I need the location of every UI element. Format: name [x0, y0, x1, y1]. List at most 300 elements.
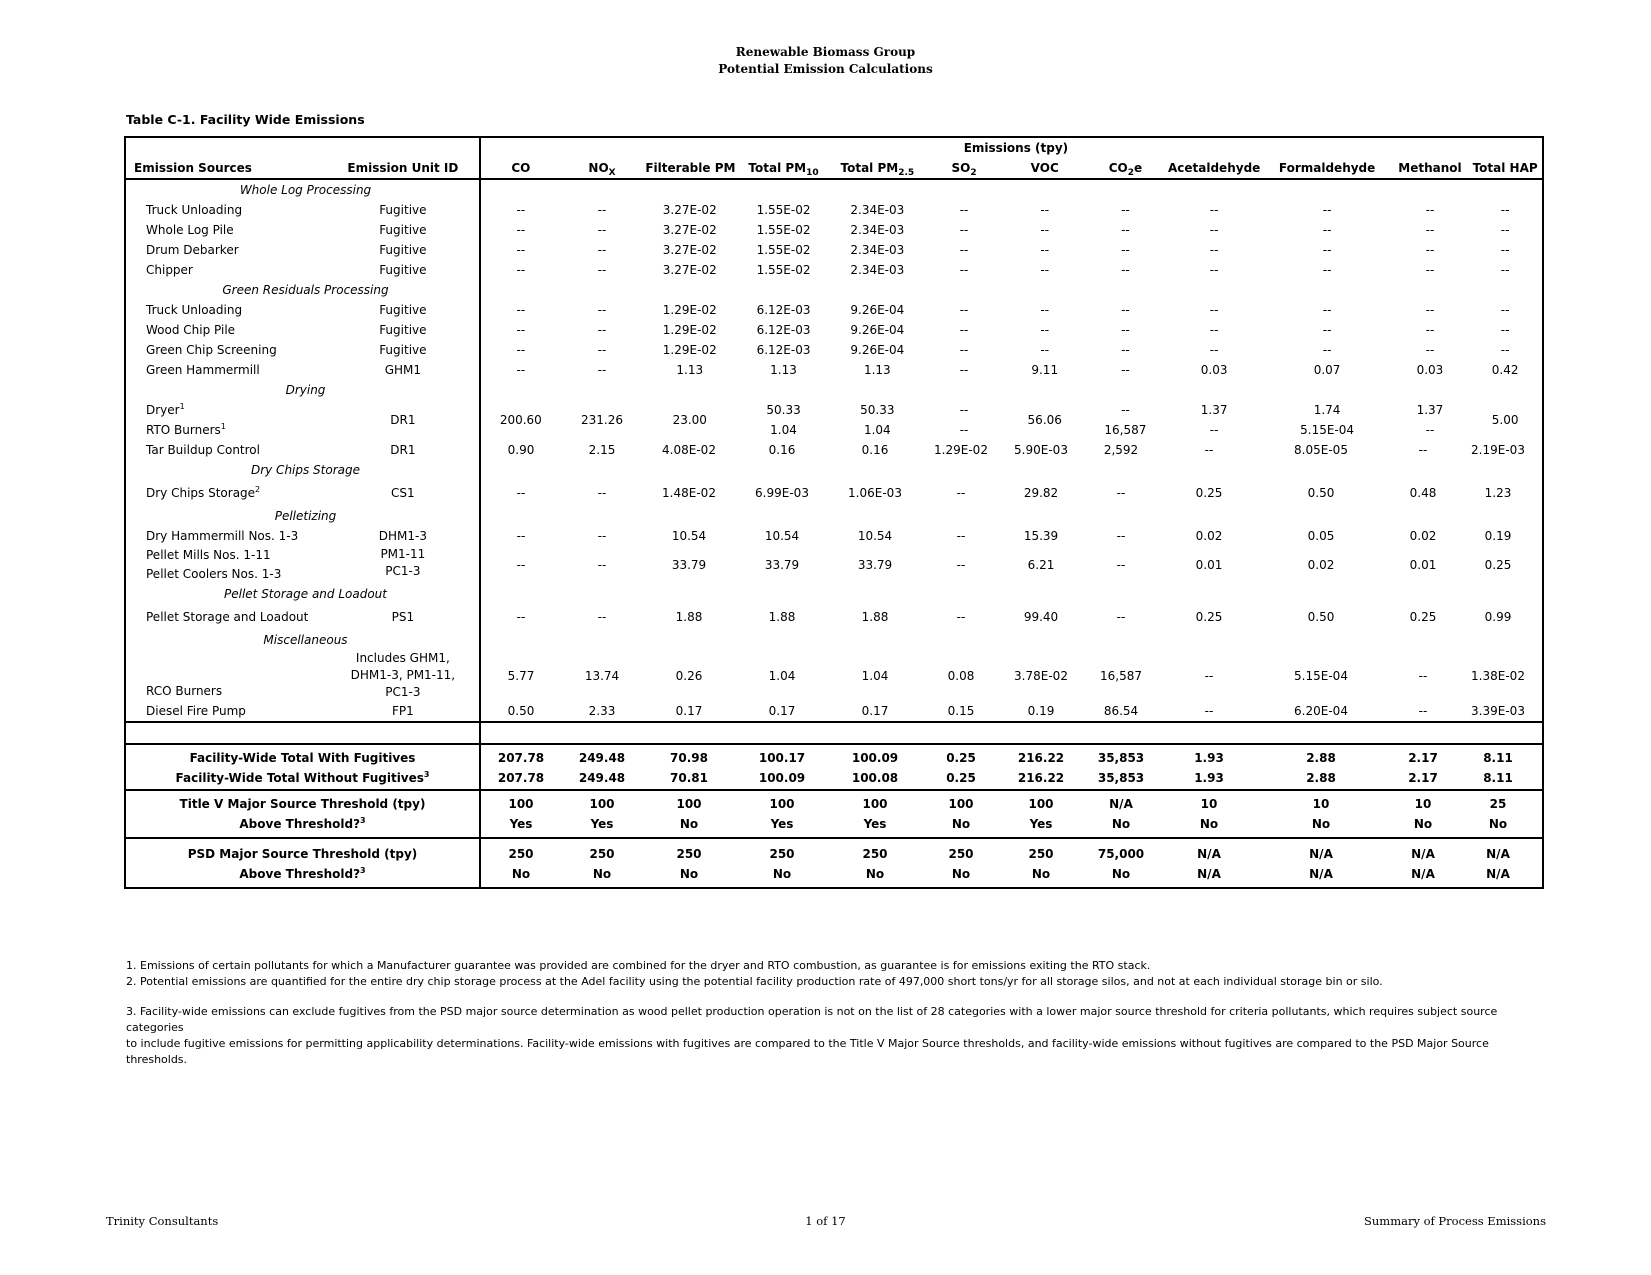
cell-co: --: [516, 243, 526, 257]
cell-co2e: --: [1121, 323, 1130, 337]
pellet-mills-id: PM1-11: [380, 547, 426, 561]
cell-formaldehyde: 5.15E-04: [1300, 423, 1355, 437]
cell-methanol: No: [1413, 817, 1433, 831]
source-name: RCO Burners: [125, 650, 327, 701]
cell-voc: 29.82: [1023, 486, 1059, 500]
values-holder: [480, 526, 1543, 546]
cell-nox: --: [597, 203, 607, 217]
cell-acetaldehyde: --: [1209, 243, 1219, 257]
cell-nox: --: [597, 363, 607, 377]
pm25-subscript: 2.5: [898, 168, 915, 178]
cell-acetaldehyde: --: [1209, 263, 1219, 277]
source-name: [125, 546, 327, 584]
cell-so2: --: [959, 263, 969, 277]
cell-pm25: 2.34E-03: [850, 243, 905, 257]
cell-pm10: 6.12E-03: [756, 323, 811, 337]
cell-methanol: --: [1425, 303, 1435, 317]
cell-pm10: 1.04: [768, 668, 796, 683]
cell-filterable-pm: 1.29E-02: [662, 343, 717, 357]
cell-pm10: 6.12E-03: [756, 303, 811, 317]
source-name: Diesel Fire Pump: [125, 701, 327, 722]
cell-so2: 0.08: [947, 668, 975, 683]
cell-pm10: 1.88: [768, 610, 796, 624]
cell-filterable-pm: 3.27E-02: [662, 243, 717, 257]
cell-so2: --: [956, 558, 966, 572]
cell-co2e: --: [1116, 610, 1126, 624]
cell-filterable-pm: 1.48E-02: [662, 486, 716, 500]
cell-acetaldehyde: --: [1204, 704, 1214, 718]
cell-acetaldehyde: --: [1204, 668, 1214, 683]
value-cells: [481, 607, 1542, 627]
cell-filterable-pm: 250: [676, 847, 702, 861]
title-v-threshold-row: [125, 790, 1543, 814]
unit-id: PS1: [327, 604, 480, 630]
cell-co: 200.60: [499, 413, 542, 427]
cell-total-hap: --: [1468, 200, 1543, 220]
values-holder: [480, 480, 1543, 506]
cell-filterable-pm: 1.13: [676, 363, 704, 377]
cell-pm25: 1.88: [861, 610, 889, 624]
cell-so2: 1.29E-02: [934, 443, 988, 457]
footnote-ref: 3: [423, 770, 430, 779]
document-title: Potential Emission Calculations: [718, 62, 933, 76]
value-cells: [481, 864, 1542, 884]
cell-nox: --: [597, 243, 607, 257]
cell-voc: 3.78E-02: [1014, 668, 1068, 683]
cell-methanol: 0.25: [1409, 610, 1437, 624]
cell-acetaldehyde: --: [1209, 203, 1219, 217]
cell-pm10: 1.04: [770, 423, 797, 437]
cell-acetaldehyde: --: [1204, 443, 1214, 457]
rco-id-line1: Includes GHM1,: [355, 651, 450, 665]
values-holder: [480, 604, 1543, 630]
dry-chips-label: Dry Chips Storage: [146, 486, 256, 500]
cell-so2: --: [956, 529, 966, 543]
table-row-dryer: [125, 400, 1543, 420]
cell-total-hap: 0.42: [1468, 360, 1543, 380]
cell-co2e: --: [1121, 343, 1130, 357]
cell-methanol: --: [1418, 704, 1428, 718]
cell-co2e: 75,000: [1097, 847, 1145, 861]
cell-co: --: [516, 363, 526, 377]
unit-id: CS1: [327, 480, 480, 506]
nox-subscript: X: [608, 168, 616, 178]
cell-voc: --: [1040, 303, 1050, 317]
cell-voc: --: [1040, 263, 1050, 277]
cell-pm25: Yes: [863, 817, 887, 831]
cell-filterable-pm: No: [679, 817, 699, 831]
col-header-filterable-pm: Filterable PM: [643, 158, 736, 179]
source-name: Dry Hammermill Nos. 1-3: [125, 526, 327, 546]
cell-pm10: 1.55E-02: [756, 223, 811, 237]
co2e-subscript: 2: [1127, 168, 1134, 178]
cell-so2: No: [951, 817, 971, 831]
cell-so2: 100: [948, 797, 974, 811]
cell-total-hap: 3.39E-03: [1471, 704, 1525, 718]
group-label: Drying: [125, 380, 480, 400]
cell-co: --: [516, 223, 526, 237]
pellet-coolers-id: PC1-3: [385, 564, 421, 578]
cell-total-hap: --: [1468, 340, 1543, 360]
col-header-methanol: Methanol: [1392, 158, 1469, 179]
values-holder: [480, 838, 1543, 864]
cell-co: 0.50: [507, 704, 535, 718]
psd-threshold-row: [125, 838, 1543, 864]
row-label: [125, 864, 480, 888]
cell-pm25: 1.04: [863, 423, 891, 437]
value-cells: [481, 526, 1542, 546]
cell-so2: No: [951, 867, 971, 881]
col-header-pm25: [831, 158, 924, 179]
cell-total-hap: --: [1468, 260, 1543, 280]
source-name: [125, 400, 327, 420]
co2e-tail: e: [1133, 161, 1143, 175]
total-with-fugitives-row: [125, 744, 1543, 768]
cell-co2e: --: [1121, 243, 1130, 257]
cell-voc: 99.40: [1023, 610, 1059, 624]
cell-pm10: 0.17: [768, 704, 796, 718]
cell-formaldehyde: --: [1322, 323, 1332, 337]
cell-acetaldehyde: --: [1209, 343, 1219, 357]
above-label: Above Threshold?: [239, 817, 361, 831]
source-name: Whole Log Pile: [125, 220, 327, 240]
source-name: Green Hammermill: [125, 360, 327, 380]
cell-co2e: --: [1121, 203, 1130, 217]
emissions-group-header: Emissions (tpy): [924, 137, 1166, 158]
cell-co: 207.78: [497, 751, 545, 765]
cell-voc: --: [1040, 203, 1050, 217]
cell-nox: 13.74: [584, 668, 620, 683]
cell-so2: --: [959, 423, 969, 437]
cell-nox: Yes: [590, 817, 614, 831]
cell-so2: 0.15: [947, 704, 975, 718]
group-row-storage: [125, 584, 1543, 604]
cell-methanol: 1.37: [1416, 403, 1444, 417]
cell-pm25: 9.26E-04: [850, 343, 905, 357]
unit-id: Fugitive: [327, 260, 480, 280]
cell-filterable-pm: 70.81: [670, 771, 708, 785]
unit-id: Fugitive: [327, 300, 480, 320]
cell-co2e: 35,853: [1097, 751, 1145, 765]
cell-acetaldehyde: 10: [1200, 797, 1218, 811]
cell-formaldehyde: No: [1311, 817, 1331, 831]
cell-methanol: N/A: [1411, 847, 1435, 861]
cell-methanol: 2.17: [1408, 771, 1438, 785]
source-name: [125, 420, 327, 440]
values-holder: [480, 864, 1543, 888]
cell-nox: 2.33: [588, 704, 616, 718]
cell-nox: --: [597, 558, 607, 572]
unit-id: [327, 650, 480, 701]
footnote-3a: 3. Facility-wide emissions can exclude fugitives from the PSD major source determination as wood pellet production operation is not on the list of 28 categories with a lower major source threshold for criteria pollutants, which requires subject source categories: [126, 1005, 1498, 1034]
cell-voc: 250: [1028, 847, 1054, 861]
cell-formaldehyde: 2.88: [1306, 771, 1336, 785]
cell-so2: --: [959, 303, 969, 317]
cell-nox: --: [597, 486, 607, 500]
cell-total-hap: 8.11: [1483, 751, 1513, 765]
cell-so2: --: [959, 323, 969, 337]
cell-co: 207.78: [497, 771, 545, 785]
cell-so2: --: [956, 486, 966, 500]
cell-nox: --: [597, 303, 607, 317]
cell-nox: 2.15: [588, 443, 616, 457]
cell-voc: 15.39: [1023, 529, 1059, 543]
value-cells: [481, 748, 1542, 768]
cell-co2e: --: [1116, 529, 1126, 543]
unit-id: Fugitive: [327, 340, 480, 360]
cell-pm10: Yes: [770, 817, 794, 831]
cell-voc: 100: [1028, 797, 1054, 811]
title-v-above-row: [125, 814, 1543, 838]
cell-acetaldehyde: N/A: [1197, 847, 1221, 861]
group-label: Pelletizing: [125, 506, 480, 526]
cell-methanol: 0.01: [1409, 558, 1437, 572]
cell-pm10: 0.16: [768, 443, 796, 457]
table-row: [125, 240, 1543, 260]
cell-co2e: No: [1111, 867, 1131, 881]
cell-co: --: [516, 529, 526, 543]
table-row: [125, 360, 1543, 380]
cell-pm25: 2.34E-03: [850, 263, 905, 277]
cell-pm10: 1.55E-02: [756, 243, 811, 257]
cell-co2e: --: [1121, 223, 1130, 237]
cell-filterable-pm: 0.26: [675, 668, 703, 683]
cell-co: --: [516, 323, 526, 337]
group-label: Miscellaneous: [125, 630, 480, 650]
cell-pm25: 1.04: [861, 668, 889, 683]
above-label: Above Threshold?: [239, 867, 361, 881]
cell-so2: --: [956, 610, 966, 624]
cell-pm10: 50.33: [766, 403, 801, 417]
col-header-formaldehyde: Formaldehyde: [1263, 158, 1392, 179]
values-holder: [480, 650, 1543, 701]
cell-so2: 0.25: [946, 751, 976, 765]
table-row: [125, 320, 1543, 340]
cell-filterable-pm: 23.00: [672, 413, 707, 427]
row-label: Title V Major Source Threshold (tpy): [125, 790, 480, 814]
table-row: [125, 340, 1543, 360]
cell-formaldehyde: --: [1322, 303, 1332, 317]
table-row: [125, 200, 1543, 220]
cell-filterable-pm: 10.54: [671, 529, 707, 543]
unit-id: Fugitive: [327, 220, 480, 240]
cell-nox: 249.48: [578, 771, 626, 785]
group-row-misc: [125, 630, 1543, 650]
cell-total-hap: 1.23: [1484, 486, 1512, 500]
cell-nox: --: [597, 263, 607, 277]
footnote-ref: 2: [255, 485, 261, 494]
cell-acetaldehyde: 1.93: [1194, 751, 1224, 765]
source-name: [125, 480, 327, 506]
group-row-drying: [125, 380, 1543, 400]
unit-id: Fugitive: [327, 320, 480, 340]
col-header-so2: [924, 158, 1005, 179]
unit-id: FP1: [327, 701, 480, 722]
cell-co2e: --: [1121, 263, 1130, 277]
source-name: Wood Chip Pile: [125, 320, 327, 340]
cell-pm10: No: [772, 867, 792, 881]
cell-acetaldehyde: --: [1209, 303, 1219, 317]
table-row-rco: [125, 650, 1543, 701]
cell-co2e: --: [1116, 486, 1126, 500]
group-label: Whole Log Processing: [125, 179, 480, 200]
cell-filterable-pm: 3.27E-02: [662, 263, 717, 277]
row-label: [125, 814, 480, 838]
cell-pm25: 1.06E-03: [848, 486, 902, 500]
cell-acetaldehyde: 0.01: [1195, 558, 1223, 572]
rco-id-line2: DHM1-3, PM1-11,: [350, 668, 456, 682]
pm10-subscript: 10: [806, 168, 819, 178]
cell-filterable-pm: No: [679, 867, 699, 881]
cell-so2: --: [959, 363, 969, 377]
footnote-ref: 1: [179, 402, 185, 411]
cell-nox: 250: [589, 847, 615, 861]
so2-label: SO: [951, 161, 971, 175]
table-row: [125, 220, 1543, 240]
cell-formaldehyde: --: [1322, 263, 1332, 277]
cell-total-hap: 25: [1489, 797, 1507, 811]
dryer-label: Dryer: [146, 403, 180, 417]
cell-voc: --: [1040, 323, 1050, 337]
cell-pm10: 1.55E-02: [756, 203, 811, 217]
footnote-3b: to include fugitive emissions for permitting applicability determinations. Facility-wide emissions with fugitives are compared to the Title V Major Source thresholds, and facility-wide emissions without fugitives are compared to the PSD Major Source thresholds.: [126, 1037, 1489, 1066]
cell-methanol: --: [1425, 263, 1435, 277]
footnote-ref: 1: [220, 422, 226, 431]
cell-filterable-pm: 33.79: [671, 558, 707, 572]
cell-formaldehyde: 8.05E-05: [1294, 443, 1348, 457]
cell-pm25: 10.54: [857, 529, 893, 543]
cell-formaldehyde: N/A: [1309, 867, 1333, 881]
cell-formaldehyde: 6.20E-04: [1294, 704, 1348, 718]
cell-voc: --: [1040, 243, 1050, 257]
table-row-pellet-mills: [125, 546, 1543, 584]
table-caption: Table C-1. Facility Wide Emissions: [126, 112, 365, 127]
cell-acetaldehyde: No: [1199, 817, 1219, 831]
cell-voc: --: [1040, 223, 1050, 237]
cell-so2: 250: [948, 847, 974, 861]
cell-pm10: 250: [769, 847, 795, 861]
unit-id: DR1: [327, 400, 480, 440]
cell-pm25: 250: [862, 847, 888, 861]
group-row-whole-log: [125, 179, 1543, 200]
cell-methanol: --: [1418, 668, 1428, 683]
footer-right: Summary of Process Emissions: [1364, 1214, 1546, 1228]
header-row: [125, 158, 1543, 179]
value-cells: [481, 701, 1542, 721]
col-header-source: Emission Sources: [125, 158, 327, 179]
cell-total-hap: 2.19E-03: [1471, 443, 1525, 457]
cell-pm10: 1.55E-02: [756, 263, 811, 277]
cell-pm25: 100: [862, 797, 888, 811]
values-holder: [480, 814, 1543, 838]
group-row-pelletizing: [125, 506, 1543, 526]
cell-acetaldehyde: --: [1209, 223, 1219, 237]
cell-acetaldehyde: --: [1209, 323, 1219, 337]
cell-total-hap: --: [1468, 240, 1543, 260]
cell-co: --: [516, 558, 526, 572]
cell-co: --: [516, 303, 526, 317]
cell-pm25: 9.26E-04: [850, 323, 905, 337]
cell-voc: 5.90E-03: [1014, 443, 1068, 457]
cell-acetaldehyde: 1.93: [1194, 771, 1224, 785]
cell-acetaldehyde: 0.03: [1200, 363, 1228, 377]
cell-nox: 249.48: [578, 751, 626, 765]
cell-voc: 0.19: [1027, 704, 1055, 718]
cell-pm10: 100.17: [758, 751, 806, 765]
cell-formaldehyde: 0.07: [1313, 363, 1341, 377]
header-row-top: [125, 137, 1543, 158]
cell-total-hap: 0.19: [1484, 529, 1512, 543]
value-cells: [481, 440, 1542, 460]
cell-co: --: [516, 203, 526, 217]
cell-co2e: --: [1116, 558, 1126, 572]
cell-filterable-pm: 70.98: [670, 751, 708, 765]
cell-voc: 9.11: [1031, 363, 1059, 377]
cell-total-hap: --: [1468, 300, 1543, 320]
table-row-dry-hammermill: [125, 526, 1543, 546]
pm10-label: Total PM: [748, 161, 807, 175]
cell-co2e: --: [1121, 363, 1130, 377]
cell-pm10: 6.99E-03: [755, 486, 809, 500]
cell-formaldehyde: 0.05: [1307, 529, 1335, 543]
cell-methanol: 0.48: [1409, 486, 1437, 500]
value-cells: [481, 844, 1542, 864]
cell-co2e: 35,853: [1097, 771, 1145, 785]
footnotes: [126, 958, 1546, 1068]
cell-acetaldehyde: 0.25: [1195, 486, 1223, 500]
pellet-coolers-label: Pellet Coolers Nos. 1-3: [146, 567, 282, 581]
cell-pm10: 33.79: [764, 558, 800, 572]
cell-so2: --: [959, 203, 969, 217]
cell-formaldehyde: 0.50: [1307, 486, 1335, 500]
cell-methanol: --: [1425, 243, 1435, 257]
values-holder: [480, 440, 1543, 460]
cell-acetaldehyde: 0.02: [1195, 529, 1223, 543]
cell-voc: 216.22: [1017, 771, 1065, 785]
footnote-ref: 3: [360, 816, 366, 825]
row-label: [125, 768, 480, 790]
table-row-dry-chips: [125, 480, 1543, 506]
group-label: Dry Chips Storage: [125, 460, 480, 480]
row-label: Facility-Wide Total With Fugitives: [125, 744, 480, 768]
unit-id: DHM1-3: [327, 526, 480, 546]
footnote-2: 2. Potential emissions are quantified for the entire dry chip storage process at the Adel facility using the potential facility production rate of 497,000 short tons/yr for all storage silos, and not at each individual storage bin or silo.: [126, 975, 1383, 988]
table-row: [125, 300, 1543, 320]
cell-nox: --: [597, 323, 607, 337]
value-cells: [481, 794, 1542, 814]
cell-pm10: 100: [769, 797, 795, 811]
rco-id-line3: PC1-3: [385, 685, 421, 699]
values-holder: [480, 790, 1543, 814]
cell-pm25: 50.33: [860, 403, 895, 417]
without-label: Facility-Wide Total Without Fugitives: [175, 771, 424, 785]
cell-methanol: --: [1425, 223, 1435, 237]
cell-filterable-pm: 1.88: [675, 610, 703, 624]
col-header-pm10: [736, 158, 831, 179]
values-holder: [480, 701, 1543, 722]
cell-filterable-pm: 1.29E-02: [662, 303, 717, 317]
cell-pm25: 2.34E-03: [850, 223, 905, 237]
cell-filterable-pm: 1.29E-02: [662, 323, 717, 337]
cell-formaldehyde: 2.88: [1306, 751, 1336, 765]
col-header-total-hap: Total HAP: [1468, 158, 1543, 179]
cell-formaldehyde: 1.74: [1313, 403, 1341, 417]
cell-co: 0.90: [507, 443, 535, 457]
cell-pm25: 100.08: [851, 771, 899, 785]
cell-formaldehyde: 0.02: [1307, 558, 1335, 572]
cell-co: 250: [508, 847, 534, 861]
cell-voc: Yes: [1029, 817, 1053, 831]
